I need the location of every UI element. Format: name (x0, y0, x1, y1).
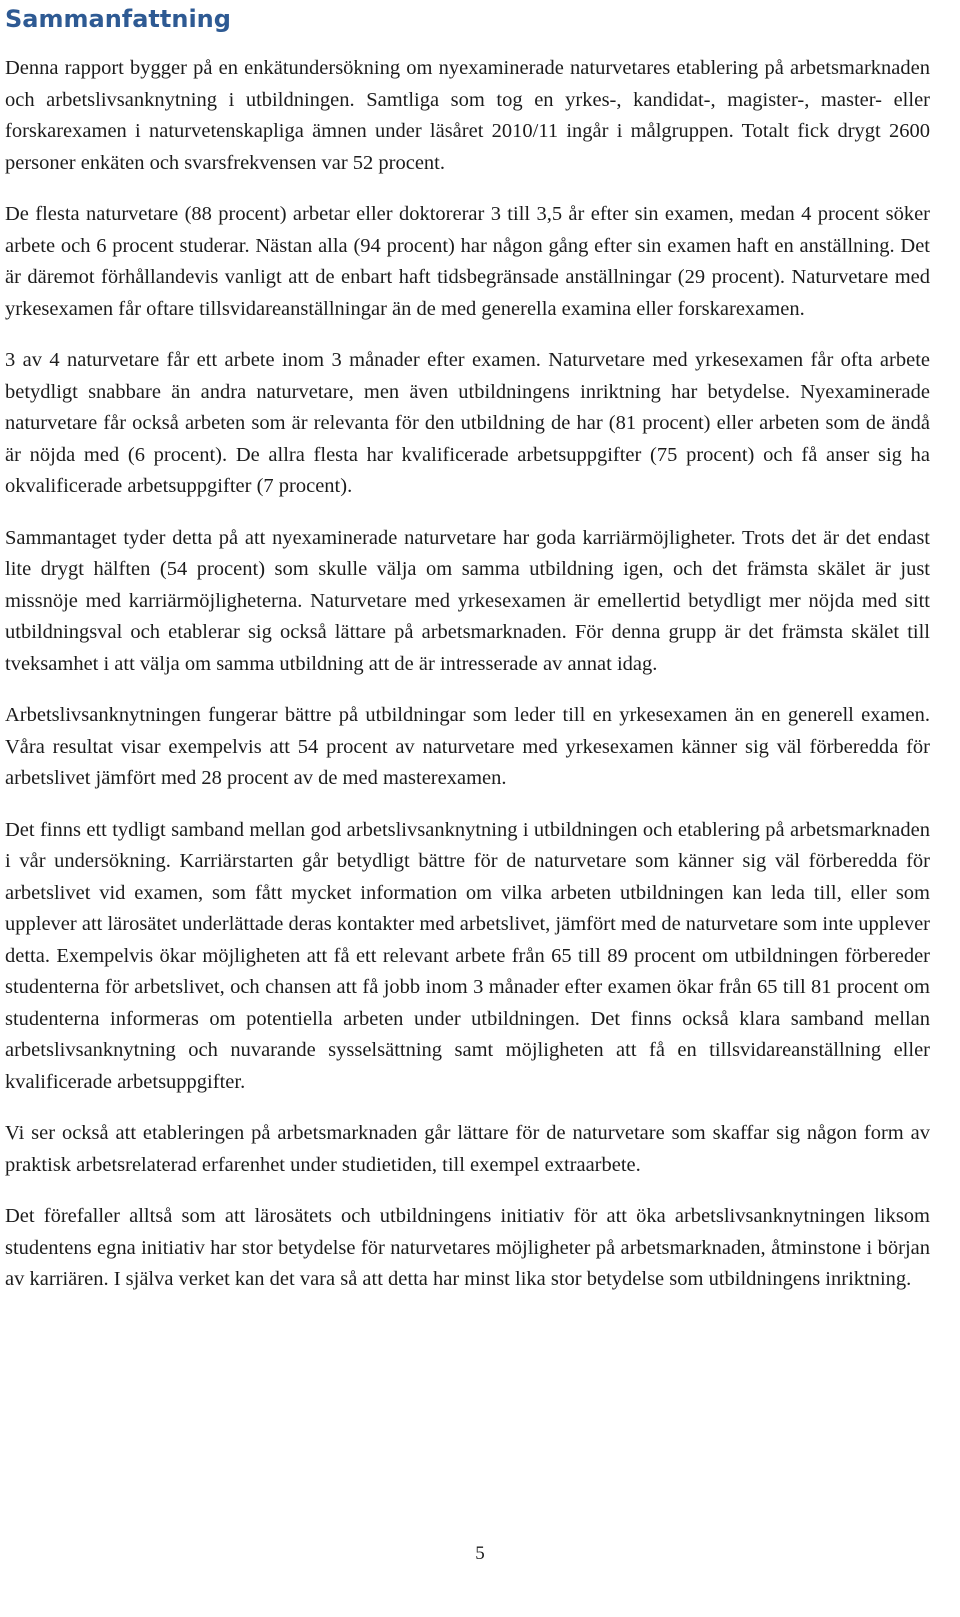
paragraph-4: Sammantaget tyder detta på att nyexaminerade naturvetare har goda karriärmöjligheter. Trots det är det endast lite drygt hälften (54 procent) som skulle välja om samma utbildning igen, och det främsta skälet är just missnöje med karriärmöjligheterna. Naturvetare med yrkesexamen är emellertid betydligt mer nöjda med sitt utbildningsval och etablerar sig också lättare på arbetsmarknaden. För denna grupp är det främsta skälet till tveksamhet i att välja om samma utbildning att de är intresserade av annat idag. (5, 526, 930, 675)
paragraph-5: Arbetslivsanknytningen fungerar bättre på utbildningar som leder till en yrkesexamen än en generell examen. Våra resultat visar exempelvis att 54 procent av naturvetare med yrkesexamen känner sig väl förberedda för arbetslivet jämfört med 28 procent av de med masterexamen. (5, 704, 930, 789)
paragraph-7: Vi ser också att etableringen på arbetsmarknaden går lättare för de naturvetare som skaffar sig någon form av praktisk arbetsrelaterad erfarenhet under studietiden, till exempel extraarbete. (5, 1122, 930, 1176)
page-number: 5 (475, 1543, 485, 1564)
section-heading: Sammanfattning (5, 5, 231, 33)
summary-body (5, 53, 930, 1296)
paragraph-6: Det finns ett tydligt samband mellan god arbetslivsanknytning i utbildningen och etablering på arbetsmarknaden i vår undersökning. Karriärstarten går betydligt bättre för de naturvetare som känner sig väl förberedda för arbetslivet vid examen, som fått mycket information om vilka arbeten utbildningen kan leda till, eller som upplever att lärosätet underlättade deras kontakter med arbetslivet, jämfört med de naturvetare som inte upplever detta. Exempelvis ökar möjligheten att få ett relevant arbete från 65 till 89 procent om utbildningen förbereder studenterna för arbetslivet, och chansen att få jobb inom 3 månader efter examen ökar från 65 till 81 procent om studenterna informeras om potentiella arbeten under utbildningen. Det finns också klara samband mellan arbetslivsanknytning och nuvarande sysselsättning samt möjligheten att få en tillsvidareanställning eller kvalificerade arbetsuppgifter. (5, 818, 930, 1093)
paragraph-8: Det förefaller alltså som att lärosätets och utbildningens initiativ för att öka arbetslivsanknytningen liksom studentens egna initiativ har stor betydelse för naturvetares möjligheter på arbetsmarknaden, åtminstone i början av karriären. I själva verket kan det vara så att detta har minst lika stor betydelse som utbildningens inriktning. (5, 1205, 930, 1290)
paragraph-1: Denna rapport bygger på en enkätundersökning om nyexaminerade naturvetares etablering på arbetsmarknaden och arbetslivsanknytning i utbildningen. Samtliga som tog en yrkes-, kandidat-, magister-, master- eller forskarexamen i naturvetenskapliga ämnen under läsåret 2010/11 ingår i målgruppen. Totalt fick drygt 2600 personer enkäten och svarsfrekvensen var 52 procent. (5, 57, 930, 174)
paragraph-3: 3 av 4 naturvetare får ett arbete inom 3 månader efter examen. Naturvetare med yrkesexamen får ofta arbete betydligt snabbare än andra naturvetare, men även utbildningens inriktning har betydelse. Nyexaminerade naturvetare får också arbeten som är relevanta för den utbildning de har (81 procent) eller arbeten som de ändå är nöjda med (6 procent). De allra flesta har kvalificerade arbetsuppgifter (75 procent) och få anser sig ha okvalificerade arbetsuppgifter (7 procent). (5, 349, 930, 497)
paragraph-2: De flesta naturvetare (88 procent) arbetar eller doktorerar 3 till 3,5 år efter sin examen, medan 4 procent söker arbete och 6 procent studerar. Nästan alla (94 procent) har någon gång efter sin examen haft en anställning. Det är däremot förhållandevis vanligt att de enbart haft tidsbegränsade anställningar (29 procent). Naturvetare med yrkesexamen får oftare tillsvidareanställningar än de med generella examina eller forskarexamen. (5, 203, 930, 320)
